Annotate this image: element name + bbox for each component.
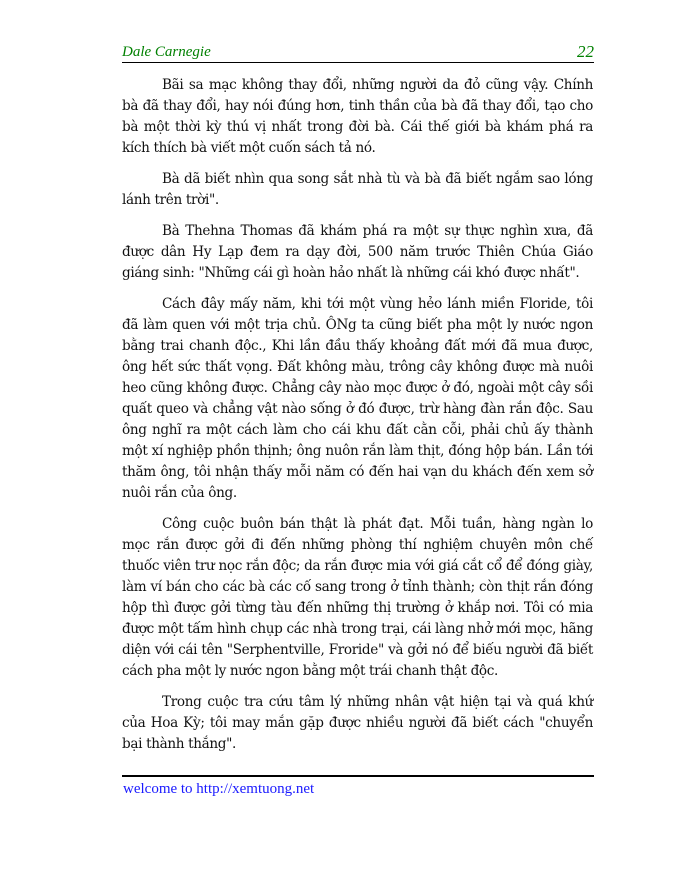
paragraph: Bà dã biết nhìn qua song sắt nhà tù và bà đã biết ngắm sao lóng lánh trên trời". bbox=[122, 171, 593, 208]
footer-link[interactable]: welcome to http://xemtuong.net bbox=[123, 781, 315, 797]
author-name: Dale Carnegie bbox=[122, 44, 211, 60]
page-number: 22 bbox=[577, 42, 594, 61]
paragraph: Trong cuộc tra cứu tâm lý những nhân vật hiện tại và quá khứ của Hoa Kỳ; tôi may mắn gặp được nhiều người đã biết cách "chuyển bại thành thắng". bbox=[122, 694, 593, 752]
paragraph: Công cuộc buôn bán thật là phát đạt. Mỗi tuần, hàng ngàn lo mọc rắn được gởi đi đến những phòng thí nghiệm chuyên môn chế thuốc viên trư nọc rắn độc; da rắn được mia với giá cắt cổ để đóng giày, làm ví bán cho các bà các cố sang trong ở tỉnh thành; còn thịt rắn đóng hộp thì được gởi từng tàu đến những thị trường ở khắp nơi. Tôi có mia được một tấm hình chụp các nhà trong trại, cái làng nhở mới mọc, hãng diện với cái tên "Serphentville, Froride" và gởi nó để biếu người đã biết cách pha một ly nước ngon bằng một trái chanh thật độc. bbox=[122, 516, 593, 679]
paragraph: Bãi sa mạc không thay đổi, những người da đỏ cũng vậy. Chính bà đã thay đổi, hay nói đúng hơn, tinh thần của bà đã thay đổi, tạo cho bà một thời kỳ thú vị nhất trong đời bà. Cái thế giới bà khám phá ra kích thích bà viết một cuốn sách tả nó. bbox=[122, 77, 593, 156]
document-body bbox=[122, 75, 593, 765]
footer-divider bbox=[122, 775, 594, 777]
header-divider bbox=[122, 62, 594, 63]
paragraph: Bà Thehna Thomas đã khám phá ra một sự thực nghìn xưa, đã được dân Hy Lạp đem ra dạy đời, 500 năm trước Thiên Chúa Giáo giáng sinh: "Những cái gì hoàn hảo nhất là những cái khó được nhất". bbox=[122, 223, 593, 281]
paragraph: Cách đây mấy năm, khi tới một vùng hẻo lánh miền Floride, tôi đã làm quen với một trịa chủ. ÔNg ta cũng biết pha một ly nước ngon bằng trai chanh độc., Khi lần đầu thấy khoảng đất mới đã mua được, ông hết sức thất vọng. Đất không màu, trông cây không được mà nuôi heo cũng không được. Chẳng cây nào mọc được ở đó, ngoài một cây sồi quất queo và chẳng vật nào sống ở đó được, trừ hàng đàn rắn độc. Sau ông nghĩ ra một cách làm cho cái khu đất cằn cỗi, phải chủ ấy thành một xí nghiệp phồn thịnh; ông nuôn rắn làm thịt, đóng hộp bán. Lần tới thăm ông, tôi nhận thấy mỗi năm có đến hai vạn du khách đến xem sở nuôi rắn của ông. bbox=[122, 296, 593, 501]
running-header bbox=[122, 42, 594, 62]
